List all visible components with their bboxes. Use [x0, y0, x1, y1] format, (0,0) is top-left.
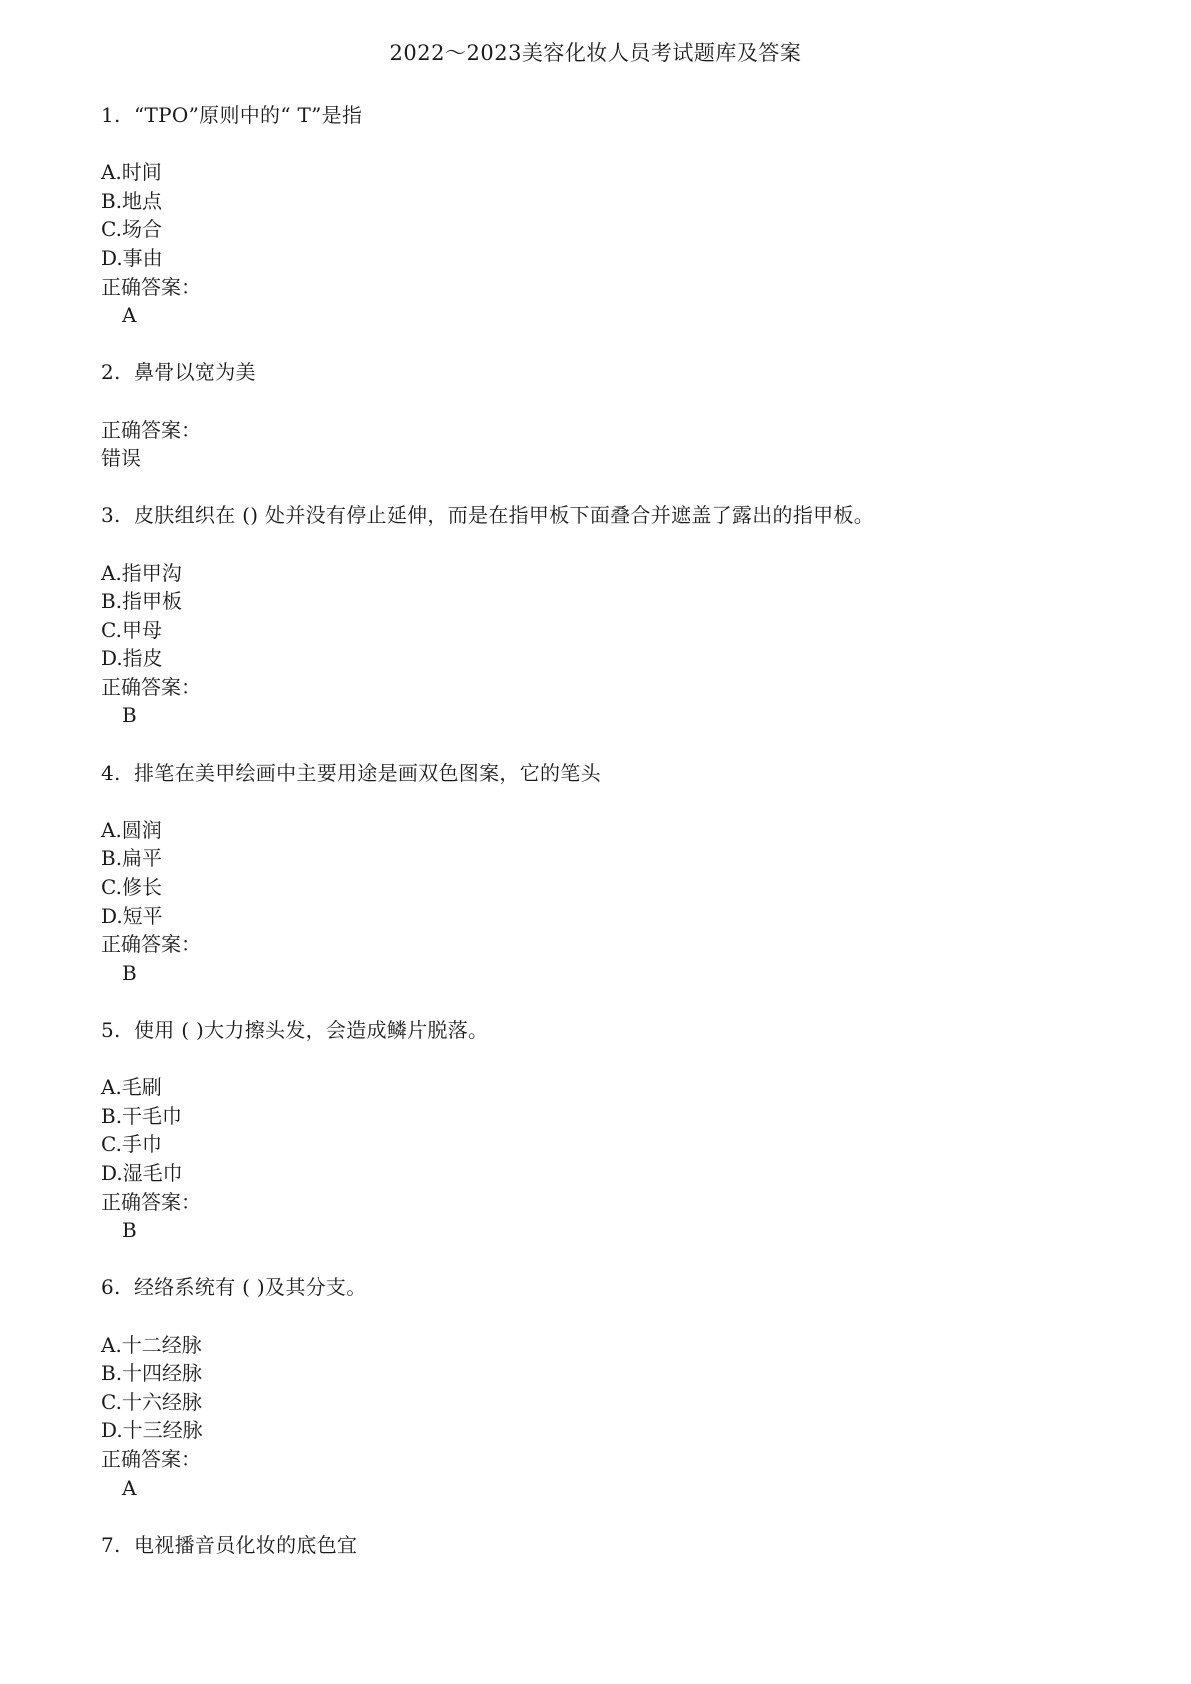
option-d: D.事由	[101, 245, 163, 270]
option-c: C.手巾	[101, 1132, 162, 1157]
question-list	[101, 101, 1101, 1559]
question-5	[101, 1016, 1101, 1273]
option-c: C.场合	[101, 217, 162, 242]
option-b: B.指甲板	[101, 589, 183, 614]
question-stem: 6. 经络系统有 ( )及其分支。	[101, 1275, 367, 1300]
answer-value: A	[122, 1475, 137, 1500]
question-stem: 1. “TPO”原则中的“ T”是指	[101, 103, 363, 127]
option-d: D.短平	[101, 903, 163, 928]
question-stem: 3. 皮肤组织在 () 处并没有停止延伸，而是在指甲板下面叠合并遮盖了露出的指甲板。	[101, 503, 875, 528]
question-6	[101, 1273, 1101, 1530]
option-b: B.地点	[101, 188, 163, 213]
option-c: C.十六经脉	[101, 1389, 202, 1414]
option-a: A.圆润	[101, 817, 162, 842]
answer-label: 正确答案：	[101, 274, 201, 299]
answer-value: A	[122, 303, 137, 328]
answer-value: B	[122, 960, 137, 985]
question-stem: 5. 使用 ( )大力擦头发，会造成鳞片脱落。	[101, 1018, 489, 1042]
question-4	[101, 759, 1101, 1016]
question-2	[101, 358, 1101, 501]
option-a: A.毛刷	[101, 1075, 162, 1100]
answer-label: 正确答案：	[101, 932, 201, 957]
option-b: B.十四经脉	[101, 1361, 203, 1386]
question-stem: 2. 鼻骨以宽为美	[101, 360, 256, 385]
answer-label: 正确答案：	[101, 417, 201, 442]
document-title: 2022～2023美容化妆人员考试题库及答案	[389, 41, 802, 65]
option-c: C.甲母	[101, 617, 162, 642]
question-7	[101, 1531, 1101, 1560]
option-d: D.指皮	[101, 646, 163, 671]
option-b: B.扁平	[101, 846, 163, 871]
option-a: A.十二经脉	[101, 1332, 202, 1357]
option-d: D.湿毛巾	[101, 1160, 183, 1185]
answer-value: 错误	[101, 446, 141, 471]
option-d: D.十三经脉	[101, 1418, 203, 1443]
answer-label: 正确答案：	[101, 1446, 201, 1471]
question-stem: 4. 排笔在美甲绘画中主要用途是画双色图案，它的笔头	[101, 760, 601, 785]
option-a: A.时间	[101, 160, 162, 185]
option-c: C.修长	[101, 875, 162, 900]
answer-value: B	[122, 1218, 137, 1243]
question-3	[101, 501, 1101, 758]
answer-label: 正确答案：	[101, 1189, 201, 1214]
answer-value: B	[122, 703, 137, 728]
option-b: B.干毛巾	[101, 1103, 183, 1128]
answer-label: 正确答案：	[101, 674, 201, 699]
option-a: A.指甲沟	[101, 560, 182, 585]
question-1	[101, 101, 1101, 358]
question-stem: 7. 电视播音员化妆的底色宜	[101, 1532, 358, 1557]
